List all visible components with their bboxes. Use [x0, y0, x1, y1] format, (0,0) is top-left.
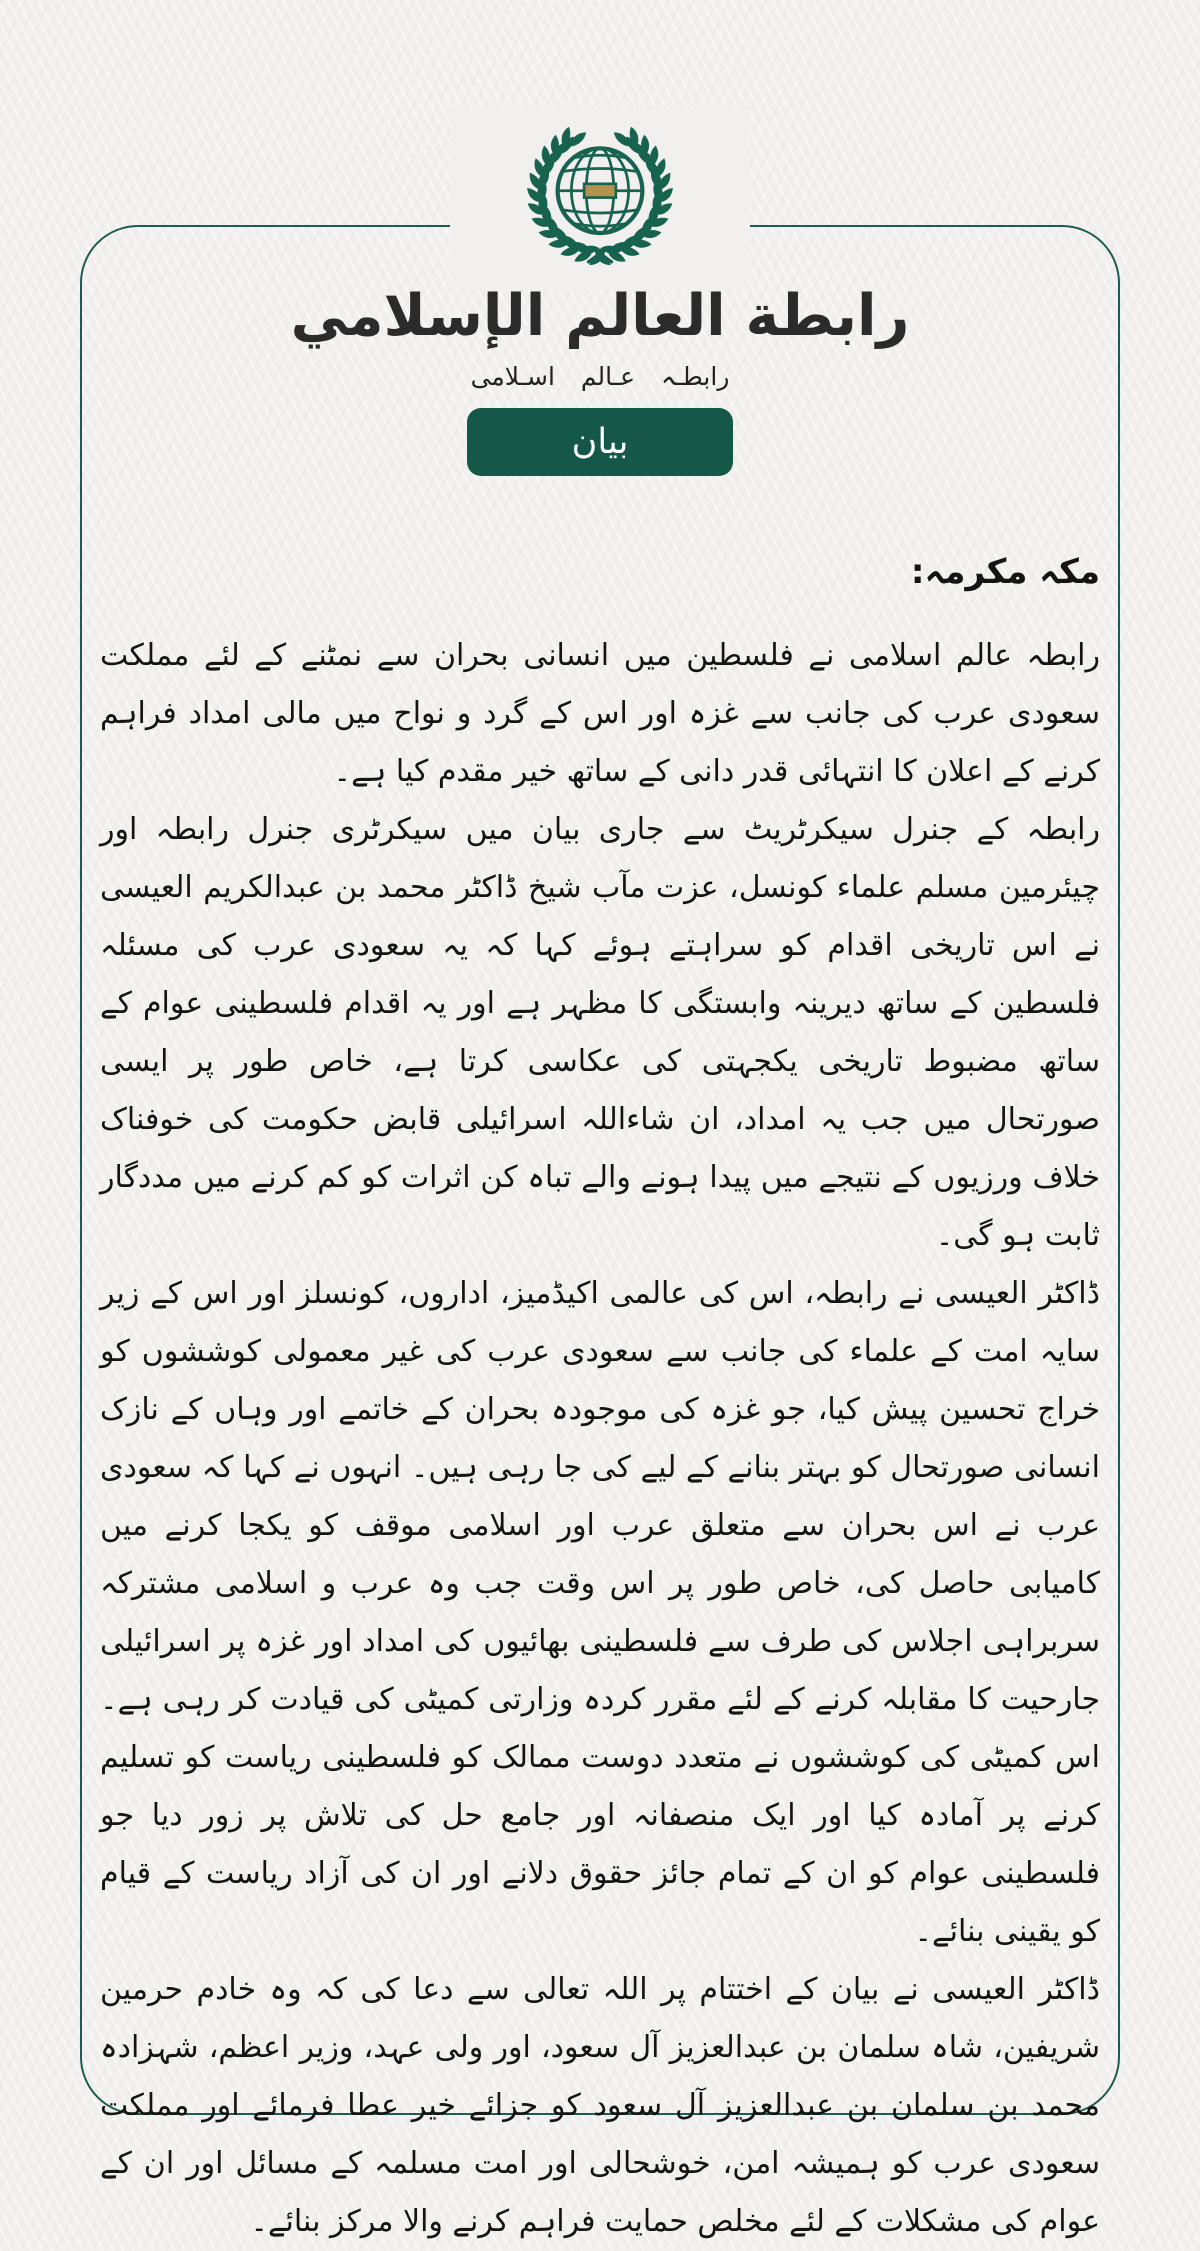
- mwl-emblem-icon: [510, 106, 690, 286]
- org-name-arabic: رابطة العالم الإسلامي: [290, 282, 910, 349]
- logo-container: [450, 106, 750, 290]
- dateline: مکہ مکرمہ:: [910, 552, 1100, 592]
- paragraph: ڈاکٹر العیسی نے بیان کے اختتام پر اللہ تعالی سے دعا کی کہ وہ خادم حرمین شریفین، شاہ سلمان بن عبدالعزیز آل سعود، اور ولی عہد، وزیر اعظم، شہزادہ محمد بن سلمان بن عبدالعزیز آل سعود کو جزائے خیر عطا فرمائے اور مملکت سعودی عرب کو ہمیشہ امن، خوشحالی اور امت مسلمہ کے مسائل اور ان کے عوام کی مشکلات کے لئے مخلص حمایت فراہم کرنے والا مرکز بنائے۔: [100, 1972, 1100, 2239]
- org-name-urdu: رابطـہ عـالم اسـلامی: [470, 362, 730, 391]
- statement-banner: [467, 408, 733, 476]
- paragraph: رابطہ عالم اسلامی نے فلسطین میں انسانی بحران سے نمٹنے کے لئے مملکت سعودی عرب کی جانب سے غزہ اور اس کے گرد و نواح میں مالی امداد فراہم کرنے کے اعلان کا انتہائی قدر دانی کے ساتھ خیر مقدم کیا ہے۔: [100, 638, 1100, 789]
- paragraph: رابطہ کے جنرل سیکرٹریٹ سے جاری بیان میں سیکرٹری جنرل رابطہ اور چیئرمین مسلم علماء کونسل، عزت مآب شیخ ڈاکٹر محمد بن عبدالکریم العیسی نے اس تاریخی اقدام کو سراہتے ہوئے کہا کہ یہ سعودی عرب کی مسئلہ فلسطین کے ساتھ دیرینہ وابستگی کا مظہر ہے اور یہ اقدام فلسطینی عوام کے ساتھ مضبوط تاریخی یکجہتی کی عکاسی کرتا ہے، خاص طور پر ایسی صورتحال میں جب یہ امداد، ان شاءاللہ اسرائیلی قابض حکومت کی خوفناک خلاف ورزیوں کے نتیجے میں پیدا ہونے والے تباہ کن اثرات کو کم کرنے میں مددگار ثابت ہو گی۔: [100, 812, 1100, 1253]
- gold-band: [584, 184, 616, 198]
- paragraph: ڈاکٹر العیسی نے رابطہ، اس کی عالمی اکیڈمیز، اداروں، کونسلز اور اس کے زیر سایہ امت کے علماء کی جانب سے سعودی عرب کی غیر معمولی کوششوں کو خراج تحسین پیش کیا، جو غزہ کی موجودہ بحران کے خاتمے اور وہاں کے نازک انسانی صورتحال کو بہتر بنانے کے لیے کی جا رہی ہیں۔ انہوں نے کہا کہ سعودی عرب نے اس بحران سے متعلق عرب اور اسلامی موقف کو یکجا کرنے میں کامیابی حاصل کی، خاص طور پر اس وقت جب وہ عرب و اسلامی مشترکہ سربراہی اجلاس کی طرف سے فلسطینی بھائیوں کی امداد اور غزہ پر اسرائیلی جارحیت کا مقابلہ کرنے کے لئے مقرر کردہ وزارتی کمیٹی کی قیادت کر رہی ہے۔ اس کمیٹی کی کوششوں نے متعدد دوست ممالک کو فلسطینی ریاست کو تسلیم کرنے پر آمادہ کیا اور ایک منصفانہ اور جامع حل کی تلاش پر زور دیا جو فلسطینی عوام کو ان کے تمام جائز حقوق دلانے اور ان کی آزاد ریاست کے قیام کو یقینی بنائے۔: [100, 1276, 1100, 1949]
- banner-label: بيان: [571, 422, 629, 462]
- statement-body: [100, 543, 1100, 2251]
